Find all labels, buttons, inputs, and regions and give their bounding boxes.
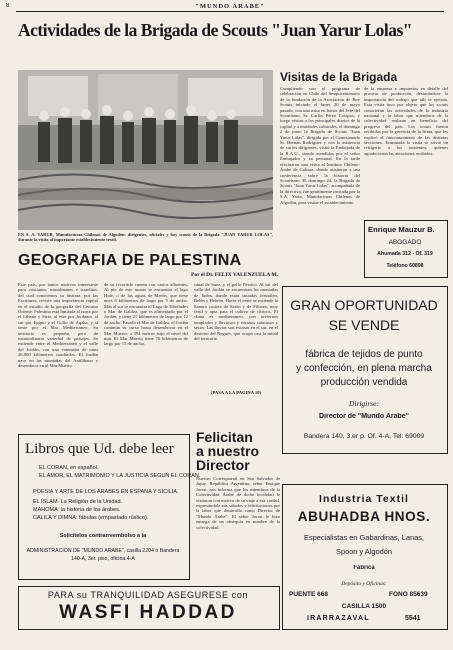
geografia-col2: de su recorrido cuenta con varios afluentes. Al pie de este monte se encuentra el lago Hule, o de las aguas de Merón, que tiene unos 6 kilómetros de largo por 5 de ancho. Más al sur se encuentra el Lago de Tiberíades o Mar de Galilea, que es alimentado por el Jordán, y tiene 21 kilómetros de largo por 12 de ancho. Pasado el Mar de Galilea, el Jordán continúa su curso hasta desembocar en el Mar Muerto, a 394 metros bajo el nivel del mar. El Mar Muerto tiene 76 kilómetros de largo por 15 de ancho.	[104, 282, 188, 347]
enrique-mauzur-ad	[364, 220, 448, 278]
geografia-col3: canal de Suez, y el golfo Pérsico. Al sur del valle del Jordán se encuentran las montañas de Judea, donde están situadas Jerusalén, Belén y Hebrón. Hacia el oeste se extiende la llanura costera de Sarón y de Filistea, muy fértil y apta para el cultivo de cítricos. El clima es mediterráneo, con inviernos templados y lluviosos y veranos calurosos y secos. Las lluvias son escasas en el sur, en el desierto del Neguev, que ocupa casi la mitad del territorio.	[194, 282, 278, 342]
oportunidad-address: Bandera 140, 3.er p. Of. 4-A, Tel: 69009	[303, 433, 425, 440]
geografia-col1: Este país, por tantos motivos interesante para cristianos, musulmanes e israelitas, del cual conocemos su historia, por las Escrituras, reviste una importancia capital en el estudio de la geografía del Cercano Oriente. Palestina está limitada al norte por el Líbano y Siria, al este por Jordania, al sur por Egipto y el Golfo de Aqaba, y al oeste por el Mar Mediterráneo. Su territorio es pequeño, pero de extraordinaria variedad de paisajes. Se extiende entre el Mediterráneo y el valle del Jordán, con una extensión de unos 26.000 kilómetros cuadrados. El Jordán nace en las montañas del Antilíbano y desemboca en el Mar Muerto.	[18, 282, 98, 369]
page-number: 8	[6, 3, 10, 9]
masthead: "MUNDO ARABE"	[195, 3, 265, 10]
enrique-address: Ahumada 312 - Of. 319	[377, 251, 433, 257]
enrique-phone: Teléfono 60898	[386, 263, 424, 269]
libros-order-note: Solicítelos contrarreembolso a la	[59, 533, 147, 539]
abuhadba-line1: Industria Textil	[319, 493, 409, 505]
libros-item-1: EL CORAN, en español.	[39, 465, 99, 471]
libros-item-4: EL ISLAM. La Religión de la Unidad.	[33, 499, 123, 505]
abuhadba-irarrazaval-num: 5541	[405, 615, 421, 622]
visitas-text-col2: de la empresa e impuestos en detalle del proceso de producción, destacándose la importancia del trabajo que allí se ejecuta. Esta visita tuvo por objeto que los scouts conocieran las actividades de la industria nacional y la labor que miembros de la colectividad realizan en beneficio del progreso del país. Los scouts fueron recibidos por la gerencia de la firma, que les explicó el funcionamiento de las distintas secciones. Terminada la visita se sirvió un refrigerio a los asistentes, quienes agradecieron las atenciones recibidas.	[364, 86, 448, 156]
abuhadba-puente: PUENTE 668	[289, 591, 329, 598]
oportunidad-body-1: fábrica de tejidos de punto	[305, 349, 423, 360]
enrique-role: ABOGADO	[388, 239, 422, 246]
felicitan-title-2: a nuestro	[196, 444, 260, 458]
abuhadba-fono: FONO 85639	[389, 591, 428, 598]
libros-item-3: POESIA Y ARTE DE LOS ARABES EN ESPAÑA Y SICILIA.	[33, 489, 179, 495]
wasfi-line2: WASFI HADDAD	[59, 602, 237, 623]
libros-item-5: MAHOMA: la historia de los árabes.	[33, 507, 121, 513]
photo-caption: EN S. A. YARUR, Manufacturas Chilenas de Algodón: dirigentes, oficiales y boy scouts de la Brigada "JUAN YARUR LOLAS", durante la visita al importante establecimiento textil.	[18, 232, 273, 242]
factory-photo-image	[18, 70, 273, 230]
visitas-text-col1: Cumpliendo con el programa de celebración en Chile del Sesquicentenario de la fundación de la Asociación de Boy Scouts iniciado el lunes 20 de mayo pasado, con una misa en honor del Jefe del Scoutismo, Sr. Carlos Pérez Cotapos, y luego visitas a los principales diarios de la capital y a entidades culturales, el domingo 2 de junio la Brigada de Scouts "Juan Yarur Lolas", dirigida por el Comisionado Sr. Hernán Rodríguez y con la asistencia de varios dirigentes, visitó la Embajada de la R.A.U., siendo atendidos por el señor Embajador y su personal. En la tarde efectuaron una visita al Instituto Chileno-Árabe de Cultura, donde asistieron a una conferencia sobre la historia del Scoutismo. El domingo 24, la Brigada de Scouts "Juan Yarur Lolas", acompañada de la directiva, fue gentilmente invitada por la S.A. Yarur, Manufacturas Chilenas de Algodón, para visitar el establecimiento.	[280, 86, 360, 205]
oportunidad-title-1: GRAN OPORTUNIDAD	[290, 297, 438, 313]
abuhadba-irarrazaval: IRARRAZAVAL	[307, 615, 370, 622]
libros-address: ADMINISTRACION DE "MUNDO ARABE", casilla 2204 o Bandera 140-A, 3er. piso, oficina 4-A	[26, 548, 180, 562]
geografia-title: GEOGRAFIA DE PALESTINA	[18, 252, 242, 269]
oportunidad-dirigirse: Dirigirse:	[349, 399, 379, 408]
abuhadba-fabrica: Fábrica	[353, 565, 375, 571]
abuhadba-casilla: CASILLA 1500	[341, 603, 387, 610]
libros-item-2: EL AMOR, EL MATRIMONIO Y LA JUSTICIA SEGUN EL CORAN.	[39, 473, 201, 479]
oportunidad-director: Director de "Mundo Arabe"	[319, 413, 409, 420]
visitas-title: Visitas de la Brigada	[280, 70, 398, 84]
oportunidad-body-3: producción vendida	[320, 377, 408, 388]
abuhadba-line4: Spoon y Algodón	[336, 547, 392, 556]
felicitan-title-3: Director	[196, 458, 250, 472]
abuhadba-depo: Depósito y Oficinas:	[341, 581, 387, 587]
geografia-continue: (PASA A LA PAGINA 10)	[210, 390, 262, 395]
wasfi-haddad-ad	[18, 586, 280, 630]
felicitan-title-1: Felicitan	[196, 430, 253, 444]
oportunidad-body-2: y confección, en plena marcha	[296, 363, 432, 374]
wasfi-line1: PARA su TRANQUILIDAD ASEGURESE con	[47, 590, 249, 600]
scouts-photo	[18, 70, 273, 230]
oportunidad-title-2: SE VENDE	[328, 317, 400, 333]
libros-title: Libros que Ud. debe leer	[25, 441, 174, 457]
abuhadba-line3: Especialistas en Gabardinas, Lanas,	[304, 533, 424, 542]
libros-item-6: CALILA Y DIMNA: fábulas (empastado rústico).	[33, 515, 149, 521]
abuhadba-ad	[282, 484, 448, 630]
felicitan-text: Nuestro Corresponsal en San Salvador de Jujuy, República Argentina, señor Enrique Jorrat, nos informa que los miembros de la Colectividad Árabe de dicha localidad le visitaron con motivo de su viaje a esa ciudad, expresándole sus saludos y felicitaciones por la labor que desarrolla como Director de "Mundo Árabe". El señor Jorrat le hizo entrega de un obsequio en nombre de la colectividad.	[196, 476, 280, 530]
abuhadba-line2: ABUHADBA HNOS.	[297, 509, 431, 524]
libros-ad	[18, 434, 201, 580]
gran-oportunidad-ad	[282, 286, 448, 454]
header-rule	[16, 11, 444, 12]
enrique-name: Enrique Mauzur B.	[368, 225, 435, 234]
geografia-byline: Por el Dr. FELIX VALENZUELA M.	[190, 272, 278, 278]
scouts-headline: Actividades de la Brigada de Scouts "Juan Yarur Lolas"	[18, 20, 413, 40]
